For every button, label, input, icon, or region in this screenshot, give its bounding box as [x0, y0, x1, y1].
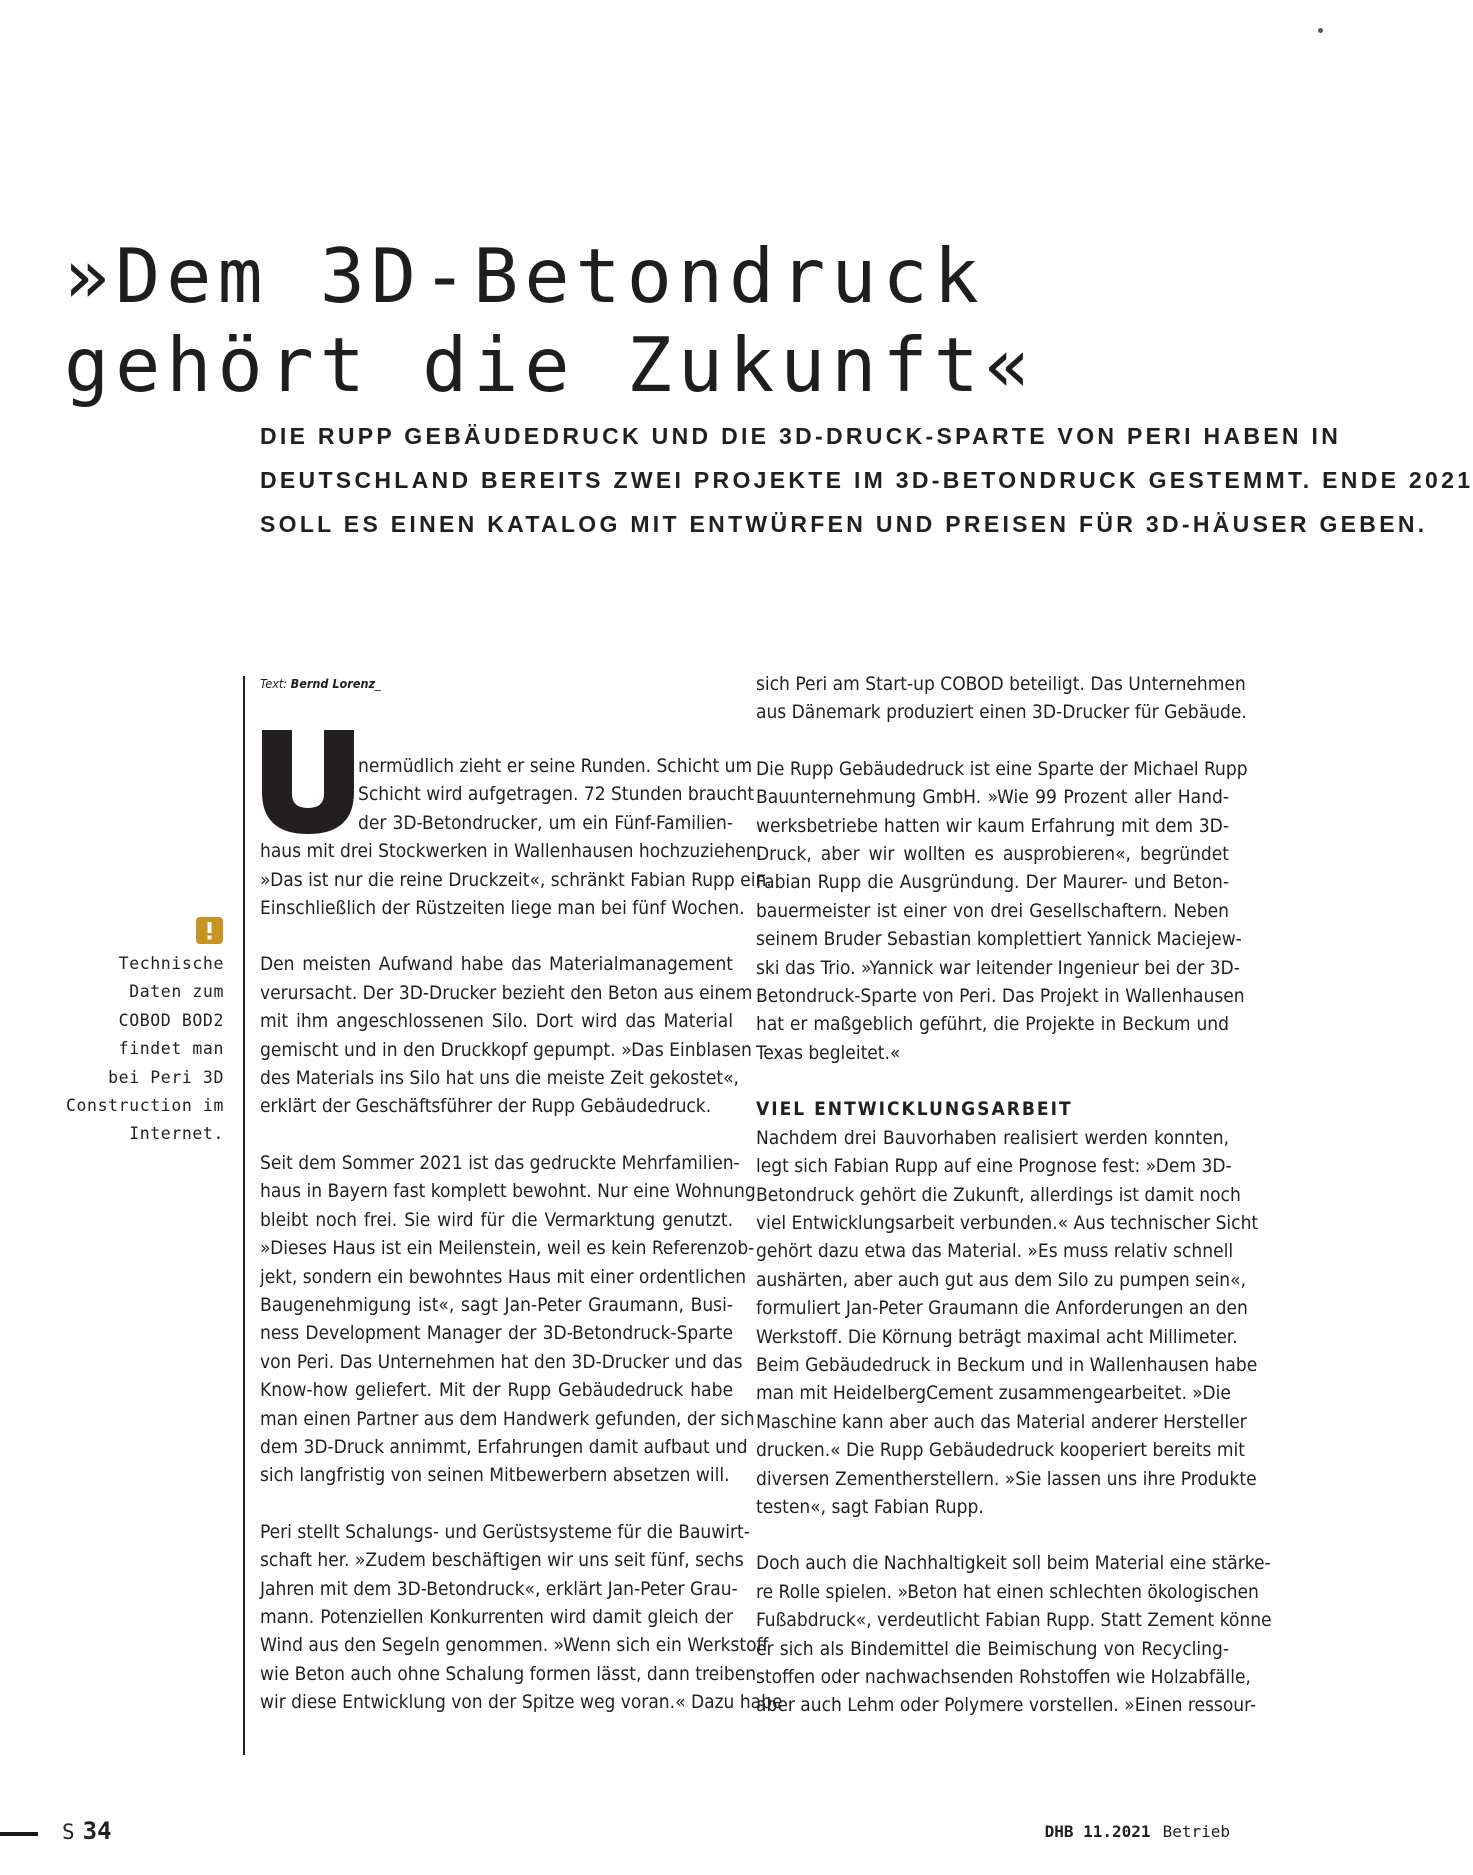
body-text-line: Betondruck gehört die Zukunft, allerdings ist damit noch [756, 1183, 1241, 1206]
byline-prefix: Text: [260, 676, 291, 691]
magazine-issue: DHB 11.2021 [1044, 1822, 1151, 1841]
sidebar-note [60, 950, 224, 1149]
body-text-line: haus mit drei Stockwerken in Wallenhausen hochzuziehen. [260, 840, 763, 863]
body-column-1 [260, 752, 783, 1717]
body-text-line: Fußabdruck«, verdeutlicht Fabian Rupp. Statt Zement könne [756, 1609, 1272, 1632]
body-text-line: stoffen oder nachwachsenden Rohstoffen wie Holzabfälle, [756, 1666, 1251, 1688]
exclamation-icon [196, 917, 223, 944]
body-text-line: man mit HeidelbergCement zusammengearbeitet. »Die [756, 1382, 1231, 1405]
article-lead [260, 414, 1473, 546]
body-text-line: sich langfristig von seinen Mitbewerbern absetzen will. [260, 1464, 730, 1487]
sidebar-note-line: Technische [118, 954, 224, 973]
body-text-line: aushärten, aber auch gut aus dem Silo zu pumpen sein«, [756, 1268, 1246, 1291]
body-text-line: nermüdlich zieht er seine Runden. Schicht um [358, 755, 753, 777]
sidebar-note-line: Daten zum [129, 982, 224, 1002]
body-text-line: Beim Gebäudedruck in Beckum und in Wallenhausen habe [756, 1353, 1258, 1376]
body-text-line: er sich als Bindemittel die Beimischung von Recycling- [756, 1637, 1229, 1660]
body-text-line: werksbetriebe hatten wir kaum Erfahrung mit dem 3D- [756, 814, 1229, 837]
body-text-line: Seit dem Sommer 2021 ist das gedruckte Mehrfamilien- [260, 1151, 740, 1174]
body-text-line: des Materials ins Silo hat uns die meiste Zeit gekostet«, [260, 1067, 739, 1090]
section-heading: VIEL ENTWICKLUNGSARBEIT [756, 1098, 1073, 1121]
lead-line-2: DEUTSCHLAND BEREITS ZWEI PROJEKTE IM 3D-BETONDRUCK GESTEMMT. ENDE 2021 [260, 467, 1473, 493]
body-text-line: schaft her. »Zudem beschäftigen wir uns seit fünf, sechs [260, 1549, 744, 1572]
body-text-line: Werkstoff. Die Körnung beträgt maximal acht Millimeter. [756, 1325, 1238, 1348]
body-text-line: mann. Potenziellen Konkurrenten wird damit gleich der [260, 1605, 733, 1628]
paragraph-gap [756, 727, 1229, 755]
byline [260, 676, 381, 691]
body-text-line: Betondruck-Sparte von Peri. Das Projekt in Wallenhausen [756, 985, 1245, 1008]
body-text-line: ness Development Manager der 3D-Betondruck-Sparte [260, 1322, 733, 1345]
body-text-line: sich Peri am Start-up COBOD beteiligt. Das Unternehmen [756, 673, 1246, 695]
body-text-line: jekt, sondern ein bewohntes Haus mit einer ordentlichen [260, 1265, 747, 1288]
body-text-line: testen«, sagt Fabian Rupp. [756, 1495, 984, 1518]
body-text-line: verursacht. Der 3D-Drucker bezieht den Beton aus einem [260, 981, 753, 1004]
body-text-line: Schicht wird aufgetragen. 72 Stunden braucht [358, 783, 755, 806]
paragraph-gap [260, 1490, 733, 1518]
sidebar-note-line: Internet. [129, 1124, 224, 1144]
body-text-line: Jahren mit dem 3D-Betondruck«, erklärt Jan-Peter Grau- [260, 1577, 738, 1600]
headline-line-1: »Dem 3D-Betondruck [64, 232, 985, 320]
body-text-line: bauermeister ist einer von drei Gesellschaftern. Neben [756, 899, 1229, 922]
body-text-line: Texas begleitet.« [756, 1041, 901, 1064]
body-text-line: mit ihm angeschlossenen Silo. Dort wird das Material [260, 1010, 733, 1033]
body-text-line: diversen Zementherstellern. »Sie lassen uns ihre Produkte [756, 1467, 1257, 1490]
body-text-line: re Rolle spielen. »Beton hat einen schlechten ökologischen [756, 1580, 1259, 1603]
page-number-value: 34 [82, 1817, 112, 1845]
paragraph-gap [260, 1121, 733, 1149]
paragraph-gap [260, 922, 733, 950]
sidebar-note-line: COBOD BOD2 [118, 1010, 224, 1030]
body-text-line: der 3D-Betondrucker, um ein Fünf-Familien- [358, 811, 733, 834]
body-text-line: legt sich Fabian Rupp auf eine Prognose fest: »Dem 3D- [756, 1155, 1232, 1178]
body-text-line: formuliert Jan-Peter Graumann die Anforderungen an den [756, 1297, 1248, 1320]
body-text-line: Wind aus den Segeln genommen. »Wenn sich ein Werkstoff [260, 1634, 769, 1657]
sidebar-note-line: bei Peri 3D [108, 1067, 224, 1087]
article-headline [64, 232, 1164, 410]
body-column-2 [756, 670, 1272, 1720]
body-text-line: seinem Bruder Sebastian komplettiert Yannick Maciejew- [756, 928, 1242, 951]
body-text-line: Nachdem drei Bauvorhaben realisiert werden konnten, [756, 1126, 1229, 1149]
lead-line-1: DIE RUPP GEBÄUDEDRUCK UND DIE 3D-DRUCK-SPARTE VON PERI HABEN IN [260, 423, 1342, 449]
body-text-line: »Das ist nur die reine Druckzeit«, schränkt Fabian Rupp ein. [260, 868, 772, 891]
column-divider-rule [243, 676, 245, 1755]
footer-issue [1045, 1822, 1230, 1841]
body-text-line: Fabian Rupp die Ausgründung. Der Maurer- und Beton- [756, 871, 1229, 894]
page-number [62, 1817, 112, 1845]
body-text-line: gehört dazu etwa das Material. »Es muss relativ schnell [756, 1240, 1234, 1263]
headline-line-2: gehört die Zukunft« [64, 321, 1036, 409]
footer-rule [0, 1832, 38, 1836]
body-text-line: Doch auch die Nachhaltigkeit soll beim Material eine stärke- [756, 1552, 1271, 1575]
lead-line-3: SOLL ES EINEN KATALOG MIT ENTWÜRFEN UND PREISEN FÜR 3D-HÄUSER GEBEN. [260, 511, 1428, 537]
body-text-line: »Dieses Haus ist ein Meilenstein, weil es kein Referenzob- [260, 1237, 755, 1260]
body-text-line: wie Beton auch ohne Schalung formen lässt, dann treiben [260, 1662, 757, 1685]
sidebar-note-line: Construction im [65, 1096, 224, 1116]
body-text-line: Maschine kann aber auch das Material anderer Hersteller [756, 1410, 1247, 1433]
body-text-line: Know-how geliefert. Mit der Rupp Gebäudedruck habe [260, 1379, 733, 1402]
body-text-line: wir diese Entwicklung von der Spitze weg voran.« Dazu habe [260, 1691, 783, 1714]
body-text-line: erklärt der Geschäftsführer der Rupp Gebäudedruck. [260, 1095, 712, 1118]
sidebar-note-line: findet man [118, 1039, 224, 1059]
body-text-line: ski das Trio. »Yannick war leitender Ingenieur bei der 3D- [756, 956, 1240, 979]
paragraph-gap [756, 1521, 1229, 1549]
body-text-line: drucken.« Die Rupp Gebäudedruck kooperiert bereits mit [756, 1439, 1245, 1462]
body-text-line: aus Dänemark produziert einen 3D-Drucker für Gebäude. [756, 701, 1247, 724]
byline-suffix: _ [375, 676, 381, 691]
body-text-line: gemischt und in den Druckkopf gepumpt. »Das Einblasen [260, 1038, 752, 1061]
body-text-line: aber auch Lehm oder Polymere vorstellen. »Einen ressour- [756, 1694, 1257, 1717]
body-text-line: viel Entwicklungsarbeit verbunden.« Aus technischer Sicht [756, 1211, 1259, 1234]
body-text-line: Druck, aber wir wollten es ausprobieren«, begründet [756, 843, 1229, 866]
body-text-line: Einschließlich der Rüstzeiten liege man bei fünf Wochen. [260, 897, 745, 920]
body-text-line: Die Rupp Gebäudedruck ist eine Sparte der Michael Rupp [756, 757, 1248, 780]
body-text-line: Bauunternehmung GmbH. »Wie 99 Prozent aller Hand- [756, 786, 1229, 809]
body-text-line: dem 3D-Druck annimmt, Erfahrungen damit aufbaut und [260, 1435, 748, 1458]
body-text-line: haus in Bayern fast komplett bewohnt. Nur eine Wohnung [260, 1180, 756, 1203]
page-prefix: S [62, 1820, 75, 1844]
body-text-line: man einen Partner aus dem Handwerk gefunden, der sich [260, 1407, 755, 1430]
section-name: Betrieb [1162, 1822, 1230, 1841]
body-text-line: von Peri. Das Unternehmen hat den 3D-Drucker und das [260, 1350, 743, 1373]
body-text-line: hat er maßgeblich geführt, die Projekte in Beckum und [756, 1013, 1229, 1036]
byline-author: Bernd Lorenz [290, 676, 376, 691]
body-text-line: Den meisten Aufwand habe das Materialmanagement [260, 953, 733, 976]
paragraph-gap [756, 1067, 1229, 1095]
body-text-line: bleibt noch frei. Sie wird für die Vermarktung genutzt. [260, 1208, 733, 1231]
body-text-line: Peri stellt Schalungs- und Gerüstsysteme für die Bauwirt- [260, 1520, 750, 1543]
body-text-line: Baugenehmigung ist«, sagt Jan-Peter Graumann, Busi- [260, 1293, 733, 1316]
print-mark [1318, 28, 1323, 33]
